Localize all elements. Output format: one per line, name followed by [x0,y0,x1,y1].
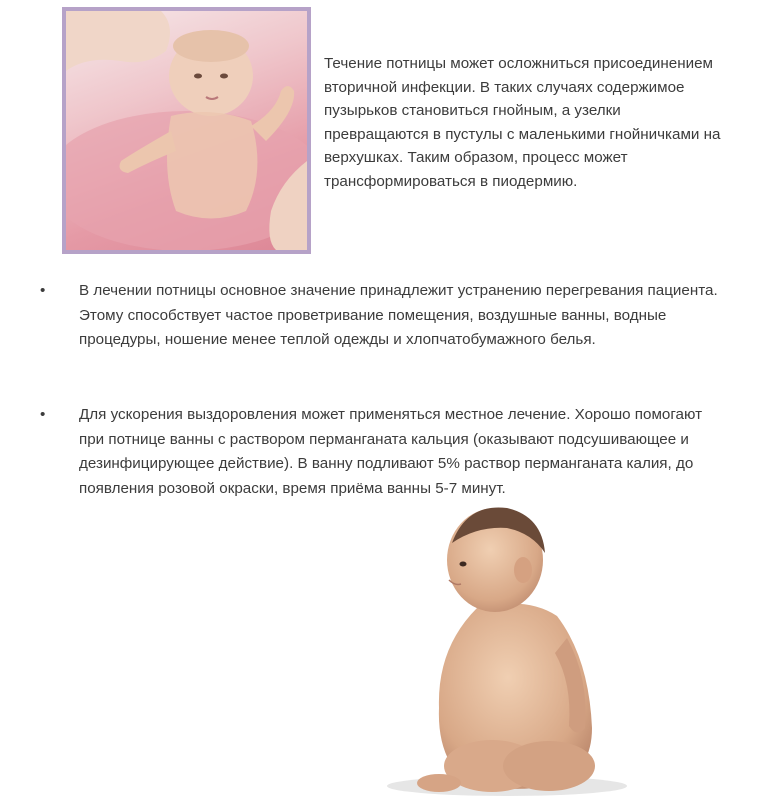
intro-paragraph: Течение потницы может осложниться присоединением вторичной инфекции. В таких случаях содержимое пузырьков становиться гнойным, а узелки превращаются в пустулы с маленькими гнойничками на верхушках. Таким образом, процесс может трансформироваться в пиодермию. [324,55,721,190]
bath-photo-frame [62,7,311,254]
bullet-marker: • [40,282,46,299]
bullet-text-treatment: В лечении потницы основное значение принадлежит устранению перегревания пациента. Этому способствует частое проветривание помещения, воздушные ванны, водные процедуры, ношение менее теплой одежды и хлопчатобумажного белья. [79,282,718,348]
baby-bath-photo [66,11,307,250]
bullet-text-local-treatment: Для ускорения выздоровления может применяться местное лечение. Хорошо помогают при потнице ванны с раствором перманганата кальция (оказывают подсушивающее и дезинфицирующее действие). В ванну подливают 5% раствор перманганата калия, до появления розовой окраски, время приёма ванны 5-7 минут. [79,406,703,497]
baby-bath-illustration [66,11,307,250]
sitting-baby-illustration [327,498,697,797]
bullet-marker: • [40,406,46,423]
sitting-baby-photo [327,498,697,797]
